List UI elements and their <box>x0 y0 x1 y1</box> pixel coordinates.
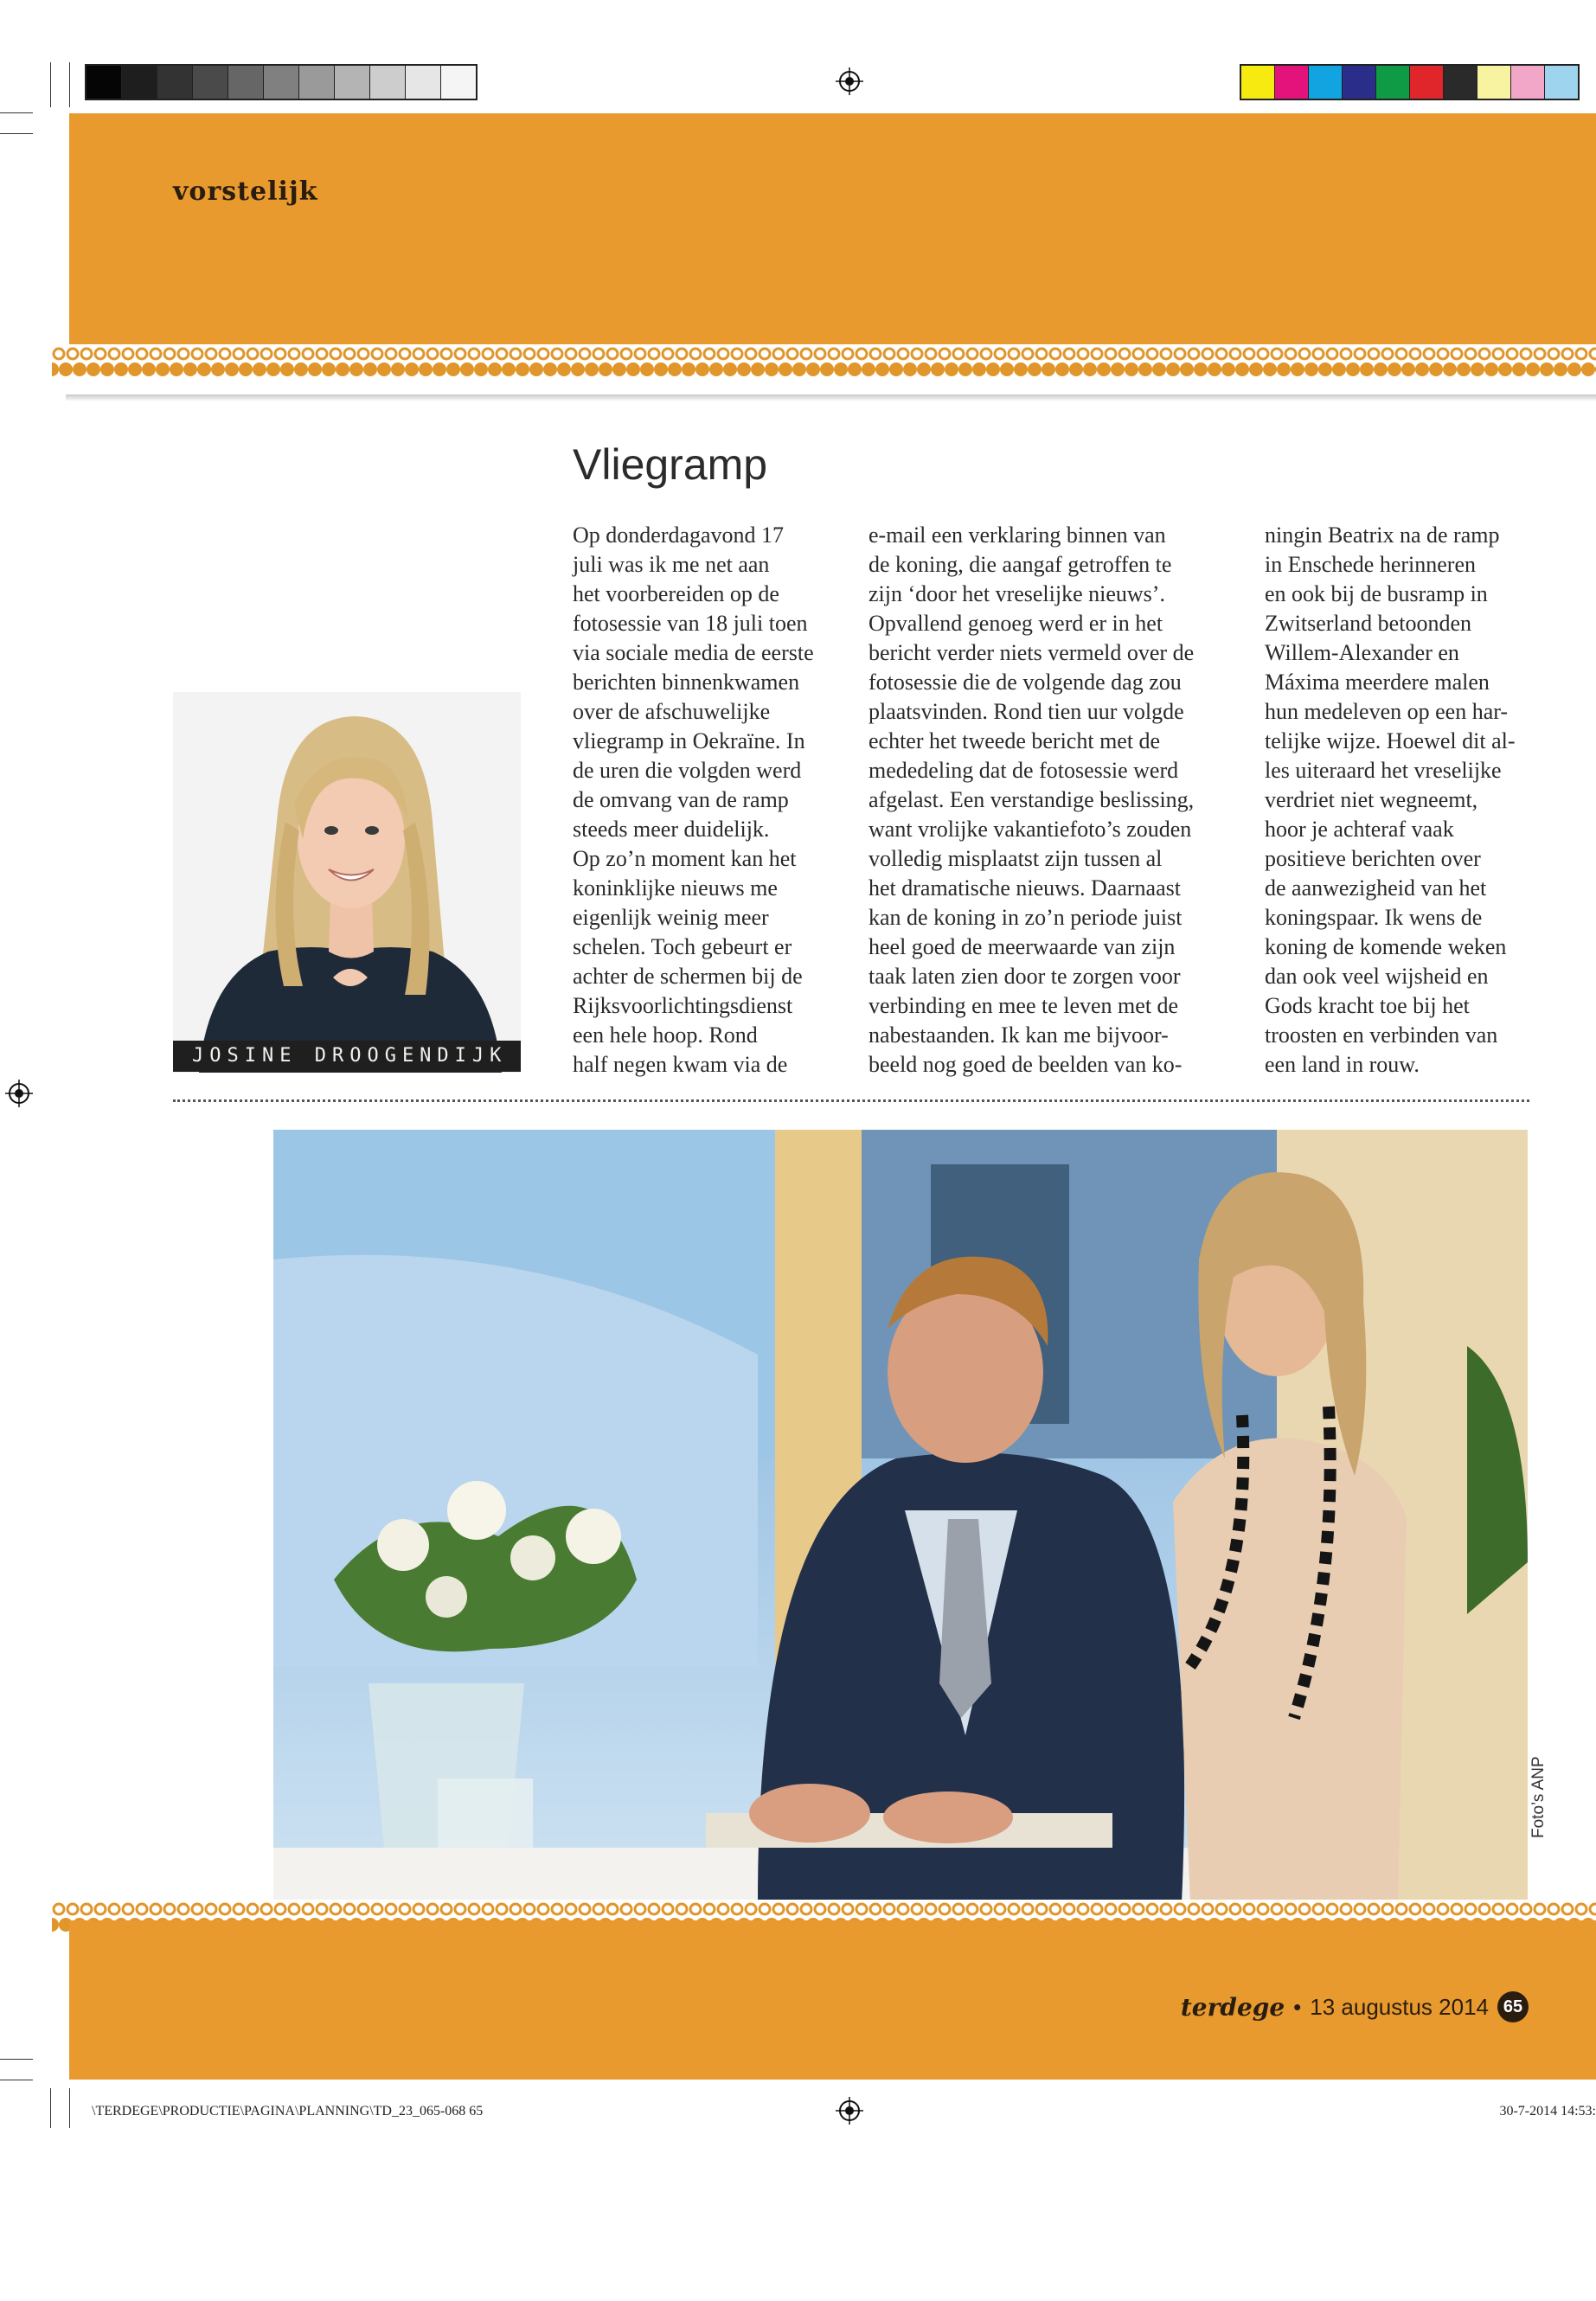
footer-separator: • <box>1293 1993 1302 2020</box>
crop-mark <box>0 2059 33 2060</box>
dotted-divider <box>173 1099 1529 1102</box>
registration-mark-icon <box>836 2097 863 2125</box>
registration-mark-icon <box>836 67 863 95</box>
band-shadow <box>66 394 1596 401</box>
photo-credit: Foto’s ANP <box>1529 1756 1548 1838</box>
page-number: 65 <box>1497 1991 1529 2022</box>
author-name-bar <box>173 1041 521 1072</box>
article-headline: Vliegramp <box>573 440 768 489</box>
author-portrait <box>173 692 521 1073</box>
print-slug-timestamp: 30-7-2014 14:53: <box>1499 2104 1596 2118</box>
crop-mark <box>0 133 33 134</box>
crop-mark <box>0 112 33 113</box>
crop-mark <box>50 2088 51 2128</box>
issue-date: 13 augustus 2014 <box>1310 1993 1489 2020</box>
section-label: vorstelijk <box>173 176 318 207</box>
print-slug-path: \TERDEGE\PRODUCTIE\PAGINA\PLANNING\TD_23_065-068 65 <box>92 2104 484 2118</box>
article-column: Op donderdagavond 17 juli was ik me net aan het voorbereiden op de fotosessie van 18 juli toen via sociale media de eerste berichten binnenkwamen over de afschuwelijke vliegramp in Oekraïne. In de uren die volgden werd de omvang van de ramp steeds meer duidelijk. Op zo’n moment kan het koninklijke nieuws me eigenlijk weinig meer schelen. Toch gebeurt er achter de schermen bij de Rijksvoorlichtingsdienst een hele hoop. Rond half negen kwam via de <box>573 522 814 1077</box>
article-column: ningin Beatrix na de ramp in Enschede herinneren en ook bij de busramp in Zwitserland betoonden Willem-Alexander en Máxima meerdere malen hun medeleven op een har- telijke wijze. Hoewel dit al- les uiteraard het vreselijke verdriet niet wegneemt, hoor je achteraf vaak positieve berichten over de aanwezigheid van het koningspaar. Ik wens de koning de komende weken dan ook veel wijsheid en Gods kracht toe bij het troosten en verbinden van een land in rouw. <box>1265 522 1516 1077</box>
crop-mark <box>50 62 51 107</box>
bead-border-top <box>52 344 1596 382</box>
crop-mark <box>69 2088 70 2128</box>
magazine-brand: terdege <box>1180 1992 1285 2022</box>
page-footer <box>1181 1991 1529 2022</box>
crop-mark <box>69 62 70 107</box>
header-band <box>69 113 1596 364</box>
registration-mark-icon <box>5 1080 33 1107</box>
author-name: JOSINE DROOGENDIJK <box>192 1045 508 1067</box>
article-column: e-mail een verklaring binnen van de koning, die aangaf getroffen te zijn ‘door het vreselijke nieuws’. Opvallend genoeg werd er in het bericht verder niets vermeld over de fotosessie die de volgende dag zou plaatsvinden. Rond tien uur volgde echter het tweede bericht met de mededeling dat de fotosessie werd afgelast. Een verstandige beslissing, want vrolijke vakantiefoto’s zouden volledig misplaatst zijn tussen al het dramatische nieuws. Daarnaast kan de koning in zo’n periode juist heel goed de meerwaarde van zijn taak laten zien door te zorgen voor verbinding en mee te leven met de nabestaanden. Ik kan me bijvoor- beeld nog goed de beelden van ko- <box>869 522 1195 1077</box>
color-calibration-strip <box>1240 64 1580 100</box>
grey-calibration-strip <box>85 64 478 100</box>
article-photo <box>273 1130 1528 1903</box>
